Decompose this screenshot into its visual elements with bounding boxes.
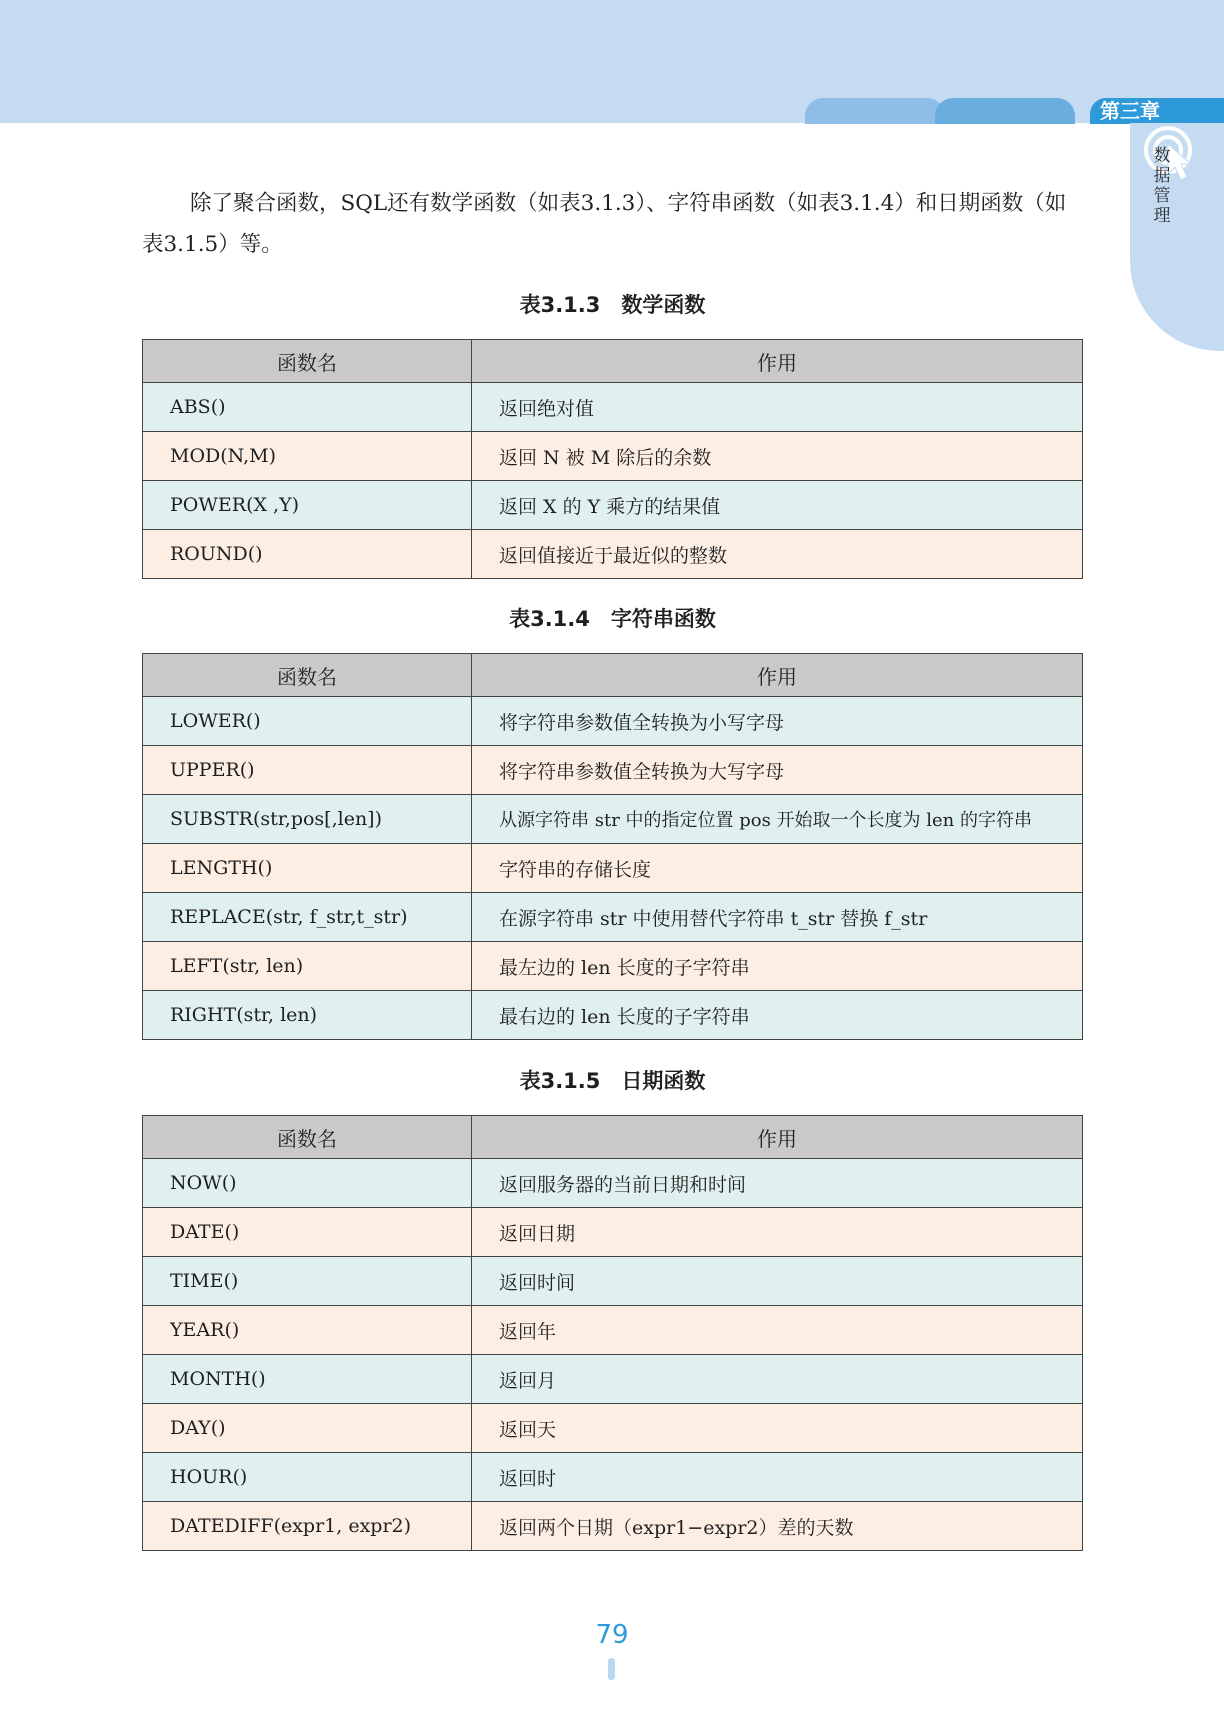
table-row: [143, 1257, 1083, 1306]
column-header-purpose: 作用: [472, 654, 1083, 697]
table-row: [143, 942, 1083, 991]
function-name-cell: DATEDIFF(expr1, expr2): [143, 1502, 472, 1551]
function-name-cell: LOWER(): [143, 697, 472, 746]
function-name-cell: SUBSTR(str,pos[,len]): [143, 795, 472, 844]
function-name-cell: ROUND(): [143, 530, 472, 579]
function-purpose-cell: 在源字符串 str 中使用替代字符串 t_str 替换 f_str: [472, 893, 1083, 942]
function-purpose-cell: 将字符串参数值全转换为小写字母: [472, 697, 1083, 746]
function-purpose-cell: 返回月: [472, 1355, 1083, 1404]
function-name-cell: NOW(): [143, 1159, 472, 1208]
table-row: [143, 432, 1083, 481]
function-purpose-cell: 返回值接近于最近似的整数: [472, 530, 1083, 579]
column-header-purpose: 作用: [472, 340, 1083, 383]
table-row: [143, 1159, 1083, 1208]
table-string-functions: [142, 653, 1083, 1040]
function-name-cell: DAY(): [143, 1404, 472, 1453]
function-purpose-cell: 返回绝对值: [472, 383, 1083, 432]
function-purpose-cell: 返回 N 被 M 除后的余数: [472, 432, 1083, 481]
column-header-name: 函数名: [143, 654, 472, 697]
function-purpose-cell: 字符串的存储长度: [472, 844, 1083, 893]
table-header-row: [143, 340, 1083, 383]
function-purpose-cell: 返回年: [472, 1306, 1083, 1355]
side-section-label: 数据管理: [1153, 146, 1171, 226]
function-purpose-cell: 最右边的 len 长度的子字符串: [472, 991, 1083, 1040]
table-row: [143, 481, 1083, 530]
function-name-cell: LENGTH(): [143, 844, 472, 893]
table-row: [143, 1453, 1083, 1502]
function-name-cell: YEAR(): [143, 1306, 472, 1355]
table-header-row: [143, 654, 1083, 697]
table-row: [143, 1355, 1083, 1404]
function-purpose-cell: 返回时: [472, 1453, 1083, 1502]
table-row: [143, 844, 1083, 893]
table-row: [143, 795, 1083, 844]
table-caption-date: 表3.1.5 日期函数: [519, 1069, 706, 1093]
table-caption-string: 表3.1.4 字符串函数: [509, 607, 716, 631]
function-purpose-cell: 返回时间: [472, 1257, 1083, 1306]
function-name-cell: LEFT(str, len): [143, 942, 472, 991]
function-name-cell: POWER(X ,Y): [143, 481, 472, 530]
function-purpose-cell: 返回日期: [472, 1208, 1083, 1257]
function-name-cell: UPPER(): [143, 746, 472, 795]
table-row: [143, 1404, 1083, 1453]
function-purpose-cell: 从源字符串 str 中的指定位置 pos 开始取一个长度为 len 的字符串: [472, 795, 1083, 844]
table-row: [143, 1502, 1083, 1551]
function-purpose-cell: 返回天: [472, 1404, 1083, 1453]
function-name-cell: RIGHT(str, len): [143, 991, 472, 1040]
table-row: [143, 697, 1083, 746]
table-date-functions: [142, 1115, 1083, 1551]
chapter-tab: 第三章: [1090, 98, 1224, 124]
table-math-functions: [142, 339, 1083, 579]
function-name-cell: REPLACE(str, f_str,t_str): [143, 893, 472, 942]
table-caption-math: 表3.1.3 数学函数: [519, 293, 706, 317]
function-purpose-cell: 将字符串参数值全转换为大写字母: [472, 746, 1083, 795]
function-name-cell: MONTH(): [143, 1355, 472, 1404]
column-header-name: 函数名: [143, 1116, 472, 1159]
function-name-cell: TIME(): [143, 1257, 472, 1306]
function-name-cell: HOUR(): [143, 1453, 472, 1502]
table-row: [143, 991, 1083, 1040]
table-row: [143, 1306, 1083, 1355]
column-header-name: 函数名: [143, 340, 472, 383]
header-tab-decor-1: [805, 98, 945, 124]
page-number: 79: [595, 1620, 629, 1650]
function-purpose-cell: 返回两个日期（expr1−expr2）差的天数: [472, 1502, 1083, 1551]
table-row: [143, 893, 1083, 942]
intro-paragraph: 除了聚合函数，SQL还有数学函数（如表3.1.3）、字符串函数（如表3.1.4）和日期函数（如表3.1.5）等。: [142, 191, 1067, 257]
function-purpose-cell: 最左边的 len 长度的子字符串: [472, 942, 1083, 991]
table-row: [143, 746, 1083, 795]
table-row: [143, 1208, 1083, 1257]
table-header-row: [143, 1116, 1083, 1159]
header-tab-decor-2: [935, 98, 1075, 124]
page-number-tick: [608, 1658, 615, 1680]
function-purpose-cell: 返回服务器的当前日期和时间: [472, 1159, 1083, 1208]
function-name-cell: DATE(): [143, 1208, 472, 1257]
table-row: [143, 383, 1083, 432]
function-name-cell: ABS(): [143, 383, 472, 432]
function-name-cell: MOD(N,M): [143, 432, 472, 481]
column-header-purpose: 作用: [472, 1116, 1083, 1159]
function-purpose-cell: 返回 X 的 Y 乘方的结果值: [472, 481, 1083, 530]
table-row: [143, 530, 1083, 579]
